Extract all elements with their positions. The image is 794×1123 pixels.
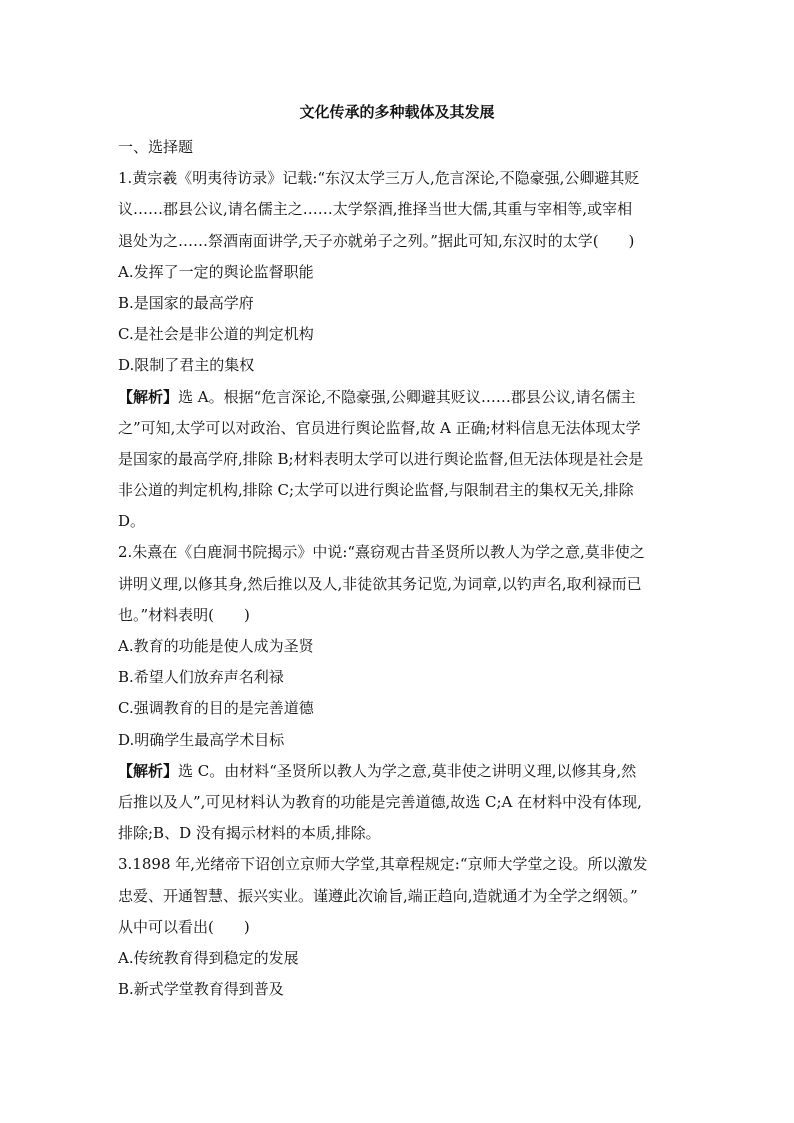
question-1 xyxy=(118,163,678,537)
analysis-line: 非公道的判定机构,排除 C;太学可以进行舆论监督,与限制君主的集权无关,排除 xyxy=(118,481,634,500)
question-stem-line: 讲明义理,以修其身,然后推以及人,非徒欲其务记览,为词章,以钓声名,取利禄而已 xyxy=(118,574,642,593)
option-c: C.是社会是非公道的判定机构 xyxy=(118,325,314,344)
question-stem-line: 3.1898 年,光绪帝下诏创立京师大学堂,其章程规定:“京师大学堂之设。所以激发 xyxy=(118,855,648,874)
document-body xyxy=(118,132,678,1005)
option-a: A.传统教育得到稳定的发展 xyxy=(118,948,299,967)
question-2 xyxy=(118,537,678,849)
analysis-line: 排除;B、D 没有揭示材料的本质,排除。 xyxy=(118,824,381,843)
analysis-line: 是国家的最高学府,排除 B;材料表明太学可以进行舆论监督,但无法体现是社会是 xyxy=(118,449,644,468)
option-b: B.希望人们放弃声名利禄 xyxy=(118,668,284,687)
analysis-text: 选 A。根据“危言深论,不隐豪强,公卿避其贬议……郡县公议,请名儒主 xyxy=(178,387,636,406)
option-d: D.明确学生最高学术目标 xyxy=(118,730,285,749)
analysis-text: 选 C。由材料“圣贤所以教人为学之意,莫非使之讲明义理,以修其身,然 xyxy=(178,761,637,780)
analysis-line xyxy=(118,756,678,787)
question-stem-line: 退处为之……祭酒南面讲学,天子亦就弟子之列。”据此可知,东汉时的太学( ) xyxy=(118,231,635,250)
question-stem-line: 也。”材料表明( ) xyxy=(118,605,250,624)
page-title: 文化传承的多种载体及其发展 xyxy=(299,103,495,121)
question-stem-line: 忠爱、开通智慧、振兴实业。谨遵此次谕旨,端正趋向,造就通才为全学之纲领。” xyxy=(118,886,638,905)
analysis-line: 之”可知,太学可以对政治、官员进行舆论监督,故 A 正确;材料信息无法体现太学 xyxy=(118,418,641,437)
analysis-label: 【解析】 xyxy=(118,761,179,780)
question-3 xyxy=(118,849,678,1005)
option-b: B.是国家的最高学府 xyxy=(118,293,254,312)
analysis-label: 【解析】 xyxy=(118,387,179,406)
section-heading: 一、选择题 xyxy=(118,138,194,156)
option-a: A.教育的功能是使人成为圣贤 xyxy=(118,637,314,655)
question-stem-line: 2.朱熹在《白鹿洞书院揭示》中说:“熹窃观古昔圣贤所以教人为学之意,莫非使之 xyxy=(118,543,645,562)
option-a: A.发挥了一定的舆论监督职能 xyxy=(118,262,314,281)
analysis-line: D。 xyxy=(118,512,146,531)
option-d: D.限制了君主的集权 xyxy=(118,356,255,375)
question-stem-line: 议……郡县公议,请名儒主之……太学祭酒,推择当世大儒,其重与宰相等,或宰相 xyxy=(118,200,633,219)
question-stem-line: 从中可以看出( ) xyxy=(118,917,250,936)
analysis-line: 后推以及人”,可见材料认为教育的功能是完善道德,故选 C;A 在材料中没有体现, xyxy=(118,792,642,811)
analysis-line xyxy=(118,382,678,413)
option-c: C.强调教育的目的是完善道德 xyxy=(118,699,314,718)
question-stem-line: 1.黄宗羲《明夷待访录》记载:“东汉太学三万人,危言深论,不隐豪强,公卿避其贬 xyxy=(118,169,640,188)
option-b: B.新式学堂教育得到普及 xyxy=(118,980,284,999)
